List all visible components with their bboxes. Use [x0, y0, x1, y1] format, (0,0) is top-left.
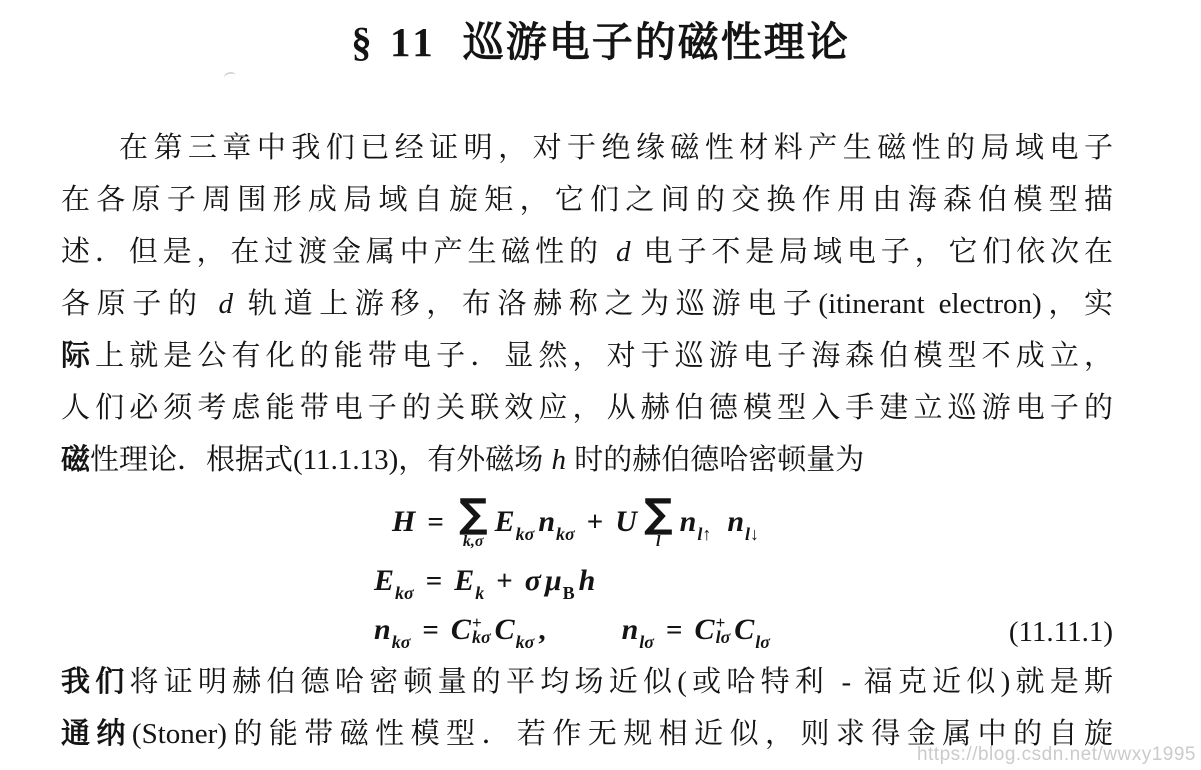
sum-limits: k,σ: [462, 533, 484, 550]
math-variable: d: [218, 288, 234, 320]
variable-subscript: kσ: [395, 583, 414, 603]
variable-subscript: kσ: [391, 632, 411, 652]
equation-block: [372, 486, 1201, 656]
math-operator: =: [425, 564, 443, 597]
subscripted-variable: [727, 505, 760, 544]
summation-symbol: [643, 491, 673, 550]
math-operator: +: [496, 564, 513, 597]
summation-symbol: [458, 491, 488, 550]
creation-operator: [694, 612, 731, 647]
sum-limits: l: [656, 533, 661, 550]
page-title: [0, 18, 1201, 66]
creation-operator: [450, 612, 491, 647]
variable-subscript: kσ: [556, 524, 575, 544]
scan-artifact: [223, 71, 237, 82]
watermark: https://blog.csdn.net/wwxy1995: [916, 744, 1196, 765]
math-variable: H: [392, 505, 416, 538]
variable-subscript: lσ: [755, 632, 771, 652]
variable-subscript: kσ: [515, 524, 535, 544]
math-variable: σ: [524, 564, 541, 597]
text-line: 述．但是，在过渡金属中产生磁性的 d 电子不是局域电子，它们依次在: [61, 236, 1113, 268]
subscripted-variable: [538, 505, 575, 544]
subscripted-variable: [494, 505, 535, 544]
math-operator: ,: [538, 613, 546, 646]
variable-base: E: [494, 505, 515, 538]
text-line: 通纳(Stoner)的能带磁性模型．若作无规相近似，则求得金属中的自旋: [61, 718, 1113, 750]
text-line: 各原子的 d 轨道上游移，布洛赫称之为巡游电子(itinerant electron)，实: [61, 288, 1113, 320]
variable-base: C: [450, 613, 471, 646]
dagger-plus: +: [471, 612, 482, 632]
variable-base: n: [727, 505, 745, 538]
text-line: 人们必须考虑能带电子的关联效应，从赫伯德模型入手建立巡游电子的: [61, 392, 1113, 424]
variable-base: n: [374, 613, 391, 646]
variable-subscript: lσ: [639, 632, 655, 652]
variable-subscript: k: [475, 583, 485, 603]
subscripted-variable: [621, 613, 655, 652]
variable-base: μ: [544, 564, 562, 597]
equation-row-hubbard-hamiltonian: [372, 486, 1201, 558]
variable-base: n: [679, 505, 697, 538]
sigma-glyph: ∑: [458, 491, 488, 537]
variable-base: n: [538, 505, 555, 538]
math-operator: =: [422, 613, 439, 646]
variable-base: C: [694, 613, 715, 646]
text-line: 我们将证明赫伯德哈密顿量的平均场近似(或哈特利 - 福克近似)就是斯: [61, 666, 1113, 698]
sigma-glyph: ∑: [643, 491, 673, 537]
math-operator: +: [586, 505, 604, 538]
variable-subscript: l↑: [697, 524, 712, 544]
variable-subscript: lσ: [715, 626, 731, 647]
variable-base: C: [494, 613, 515, 646]
equation-number: (11.11.1): [1008, 616, 1113, 648]
section-number: § 11: [351, 19, 437, 65]
subscripted-variable: [544, 564, 575, 603]
variable-base: C: [734, 613, 755, 646]
dagger-plus: +: [715, 612, 726, 632]
variable-subscript: B: [562, 583, 575, 603]
variable-base: n: [621, 613, 639, 646]
variable-subscript: kσ: [471, 626, 491, 647]
variable-subscript: kσ: [515, 632, 535, 652]
section-title-text: 巡游电子的磁性理论: [462, 19, 850, 65]
text-line: 磁性理论．根据式(11.1.13)，有外磁场 h 时的赫伯德哈密顿量为: [61, 444, 865, 476]
variable-base: E: [374, 564, 395, 597]
math-variable: d: [616, 236, 631, 268]
text-line: 在各原子周围形成局域自旋矩，它们之间的交换作用由海森伯模型描: [61, 184, 1113, 216]
math-variable: h: [551, 444, 567, 476]
text-line: 在第三章中我们已经证明，对于绝缘磁性材料产生磁性的局域电子: [119, 132, 1113, 164]
supsub-stack: [715, 612, 731, 647]
math-variable: h: [578, 564, 596, 597]
subscripted-variable: [374, 564, 414, 603]
subscripted-variable: [734, 613, 771, 652]
subscripted-variable: [374, 613, 411, 652]
variable-subscript: l↓: [745, 524, 760, 544]
variable-base: E: [454, 564, 475, 597]
equation-row-band-energy: [372, 558, 1201, 604]
subscripted-variable: [679, 505, 712, 544]
math-variable: U: [615, 505, 637, 538]
paragraph-intro: [61, 122, 1113, 486]
subscripted-variable: [454, 564, 485, 603]
supsub-stack: [471, 612, 491, 647]
subscripted-variable: [494, 613, 535, 652]
math-operator: =: [666, 613, 683, 646]
math-operator: =: [427, 505, 444, 538]
text-line: 际上就是公有化的能带电子．显然，对于巡游电子海森伯模型不成立，: [61, 340, 1113, 372]
